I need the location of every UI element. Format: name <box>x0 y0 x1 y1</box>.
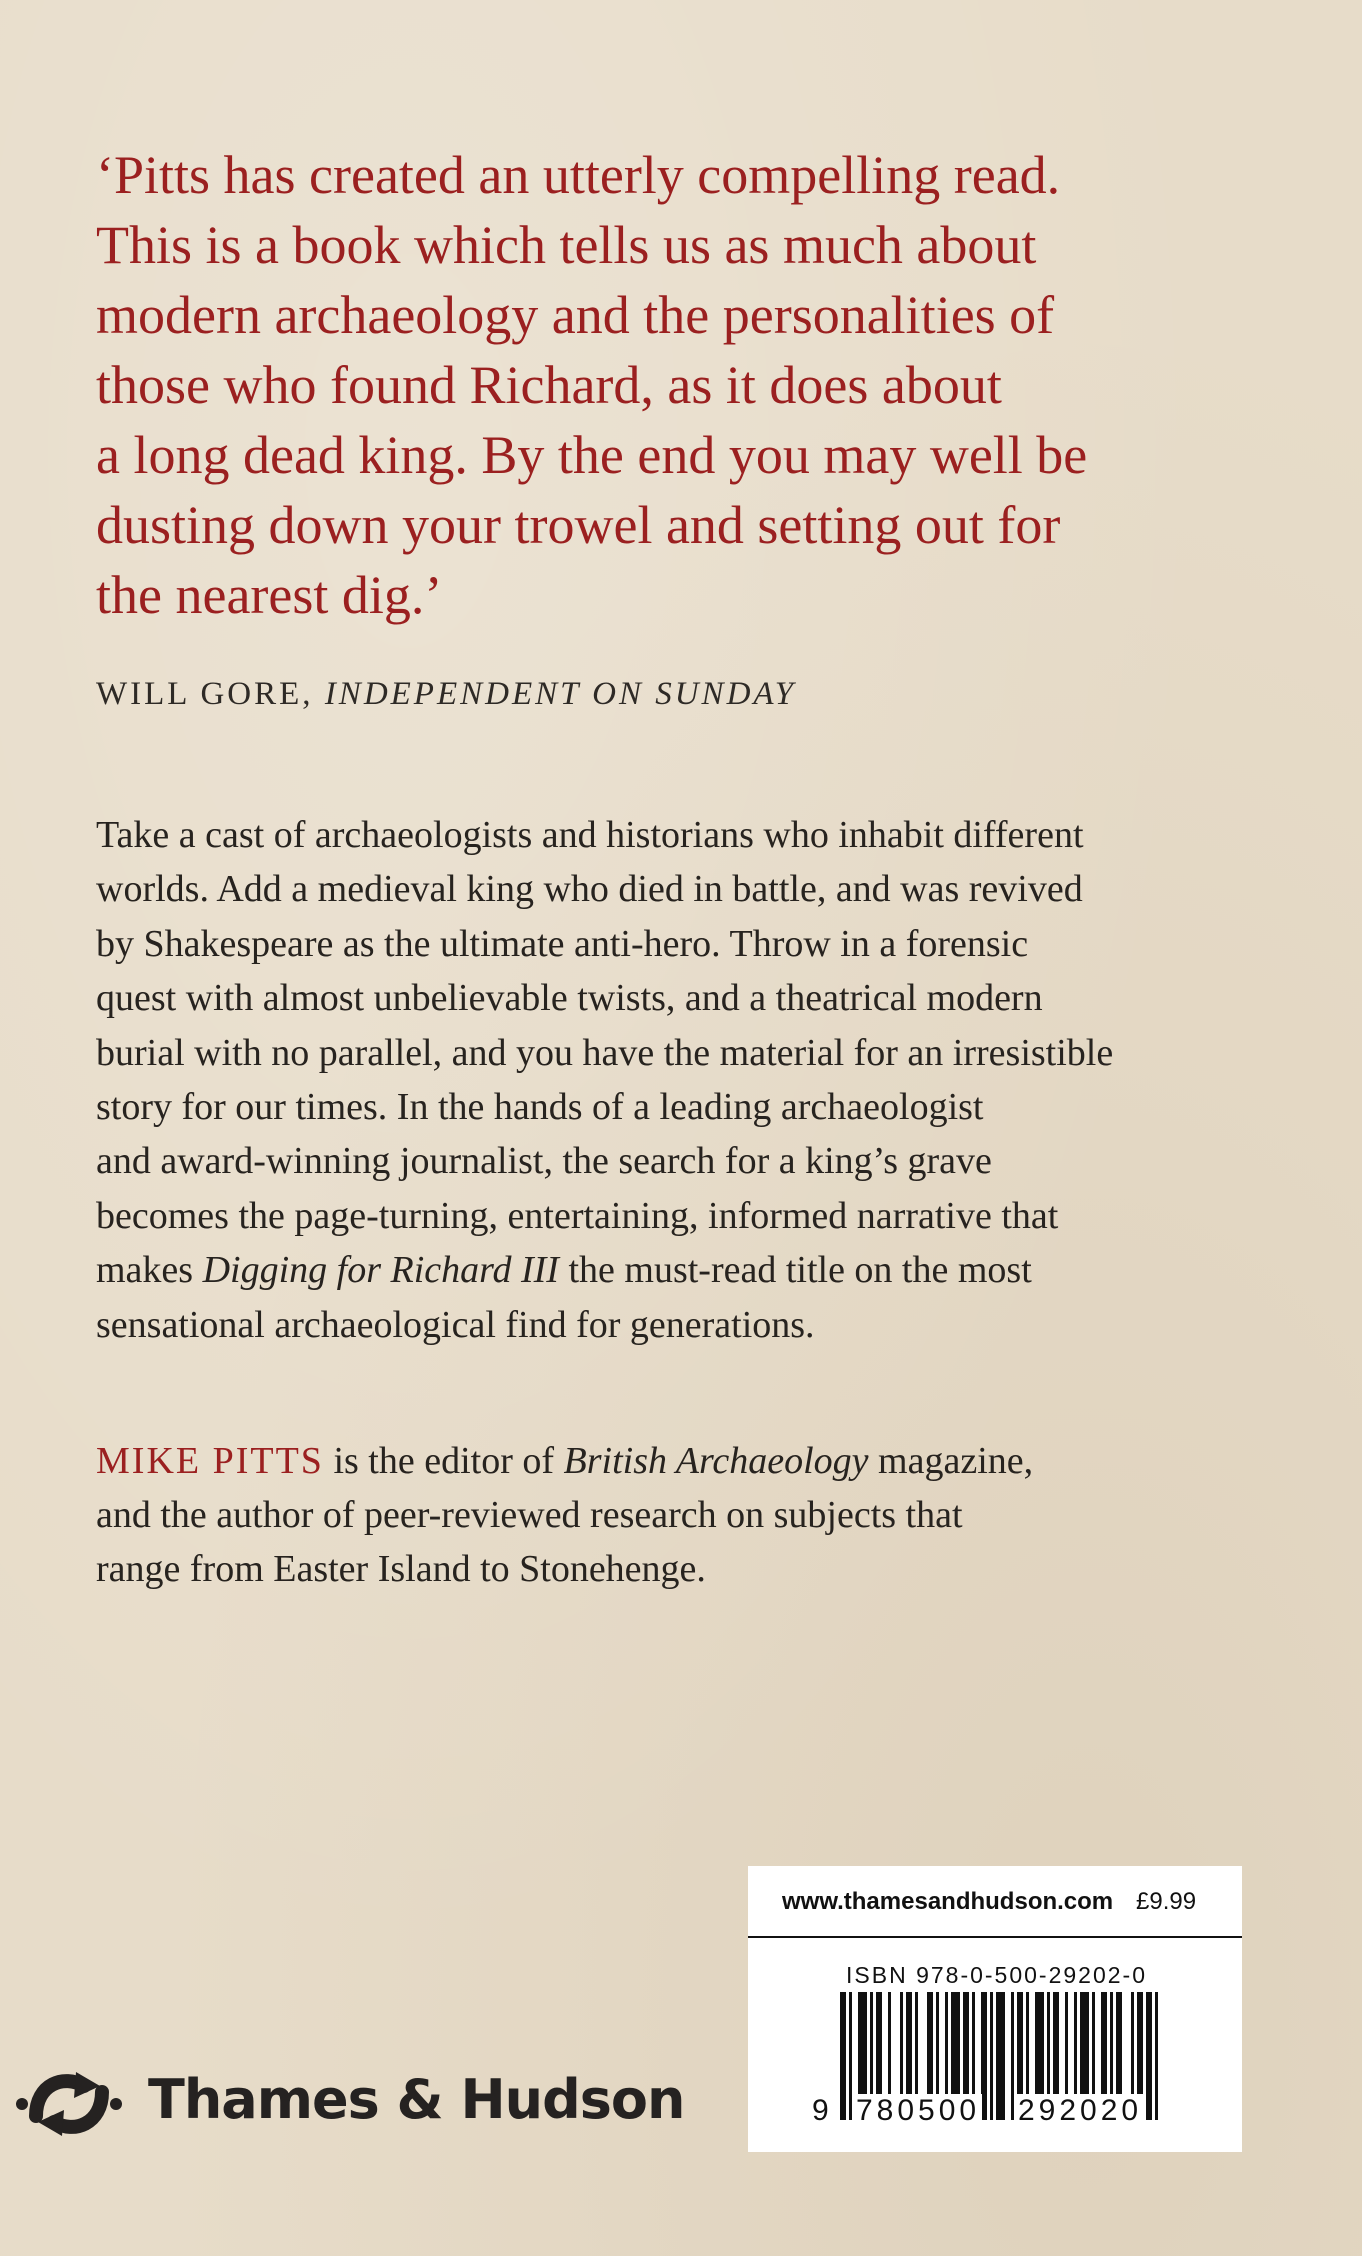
quote-line: This is a book which tells us as much about <box>96 215 1037 275</box>
barcode-panel <box>748 1866 1242 2152</box>
description-line: quest with almost unbelievable twists, and a theatrical modern <box>96 977 1043 1020</box>
quote-line: the nearest dig.’ <box>96 565 443 625</box>
author-name: MIKE PITTS <box>96 1440 324 1482</box>
quote-line: dusting down your trowel and setting out for <box>96 495 1061 555</box>
bio-text: magazine, <box>868 1440 1034 1482</box>
description-text: makes <box>96 1249 203 1292</box>
book-title: Digging for Richard III <box>202 1249 559 1292</box>
bio-line: range from Easter Island to Stonehenge. <box>96 1548 706 1590</box>
quote-line: ‘Pitts has created an utterly compelling read. <box>96 145 1061 205</box>
description-line: burial with no parallel, and you have the material for an irresistible <box>96 1031 1114 1074</box>
price-row <box>748 1866 1242 1938</box>
publisher-name: Thames & Hudson <box>148 2068 685 2131</box>
isbn-number: ISBN 978-0-500-29202-0 <box>846 1962 1147 1988</box>
barcode-bar <box>840 1992 846 2120</box>
barcode-bar <box>1011 1992 1014 2120</box>
barcode-bar <box>849 1992 852 2120</box>
barcode-bar <box>990 1992 993 2120</box>
quote-line: a long dead king. By the end you may well be <box>96 425 1088 485</box>
publisher-website: www.thamesandhudson.com <box>782 1888 1114 1915</box>
barcode-bar <box>996 1992 1005 2120</box>
description-line: and award-winning journalist, the search for a king’s grave <box>96 1140 992 1183</box>
bio-line: and the author of peer-reviewed research on subjects that <box>96 1494 963 1536</box>
book-description <box>96 808 1276 1352</box>
barcode-bar <box>1155 1992 1158 2120</box>
barcode-lead-digit: 9 <box>812 2094 829 2127</box>
barcode-right-digits: 292020 <box>1018 2094 1143 2127</box>
barcode-left-digits: 780500 <box>856 2094 981 2127</box>
description-line: Take a cast of archaeologists and historians who inhabit different <box>96 814 1084 856</box>
quote-line: those who found Richard, as it does about <box>96 355 1002 415</box>
reviewer-name: WILL GORE, <box>96 676 325 712</box>
barcode-bar <box>1146 1992 1152 2120</box>
description-line: sensational archaeological find for generations. <box>96 1303 815 1346</box>
quote-attribution <box>96 676 796 713</box>
description-line <box>96 1243 1276 1297</box>
description-line: becomes the page-turning, entertaining, informed narrative that <box>96 1194 1059 1237</box>
description-line: worlds. Add a medieval king who died in battle, and was revived <box>96 868 1083 911</box>
bio-line <box>96 1434 1276 1488</box>
review-quote <box>96 140 1276 630</box>
publisher-logo <box>14 2054 694 2154</box>
publication-name: INDEPENDENT ON SUNDAY <box>324 676 797 712</box>
price: £9.99 <box>1136 1888 1197 1915</box>
description-text: the must-read title on the most <box>558 1249 1032 1292</box>
description-line: by Shakespeare as the ultimate anti-hero. Throw in a forensic <box>96 922 1029 965</box>
publisher-emblem-icon <box>14 2054 124 2154</box>
author-bio <box>96 1434 1276 1596</box>
quote-line: modern archaeology and the personalities of <box>96 285 1055 345</box>
description-line: story for our times. In the hands of a leading archaeologist <box>96 1086 984 1129</box>
bio-text: is the editor of <box>323 1440 564 1482</box>
magazine-title: British Archaeology <box>563 1440 869 1482</box>
